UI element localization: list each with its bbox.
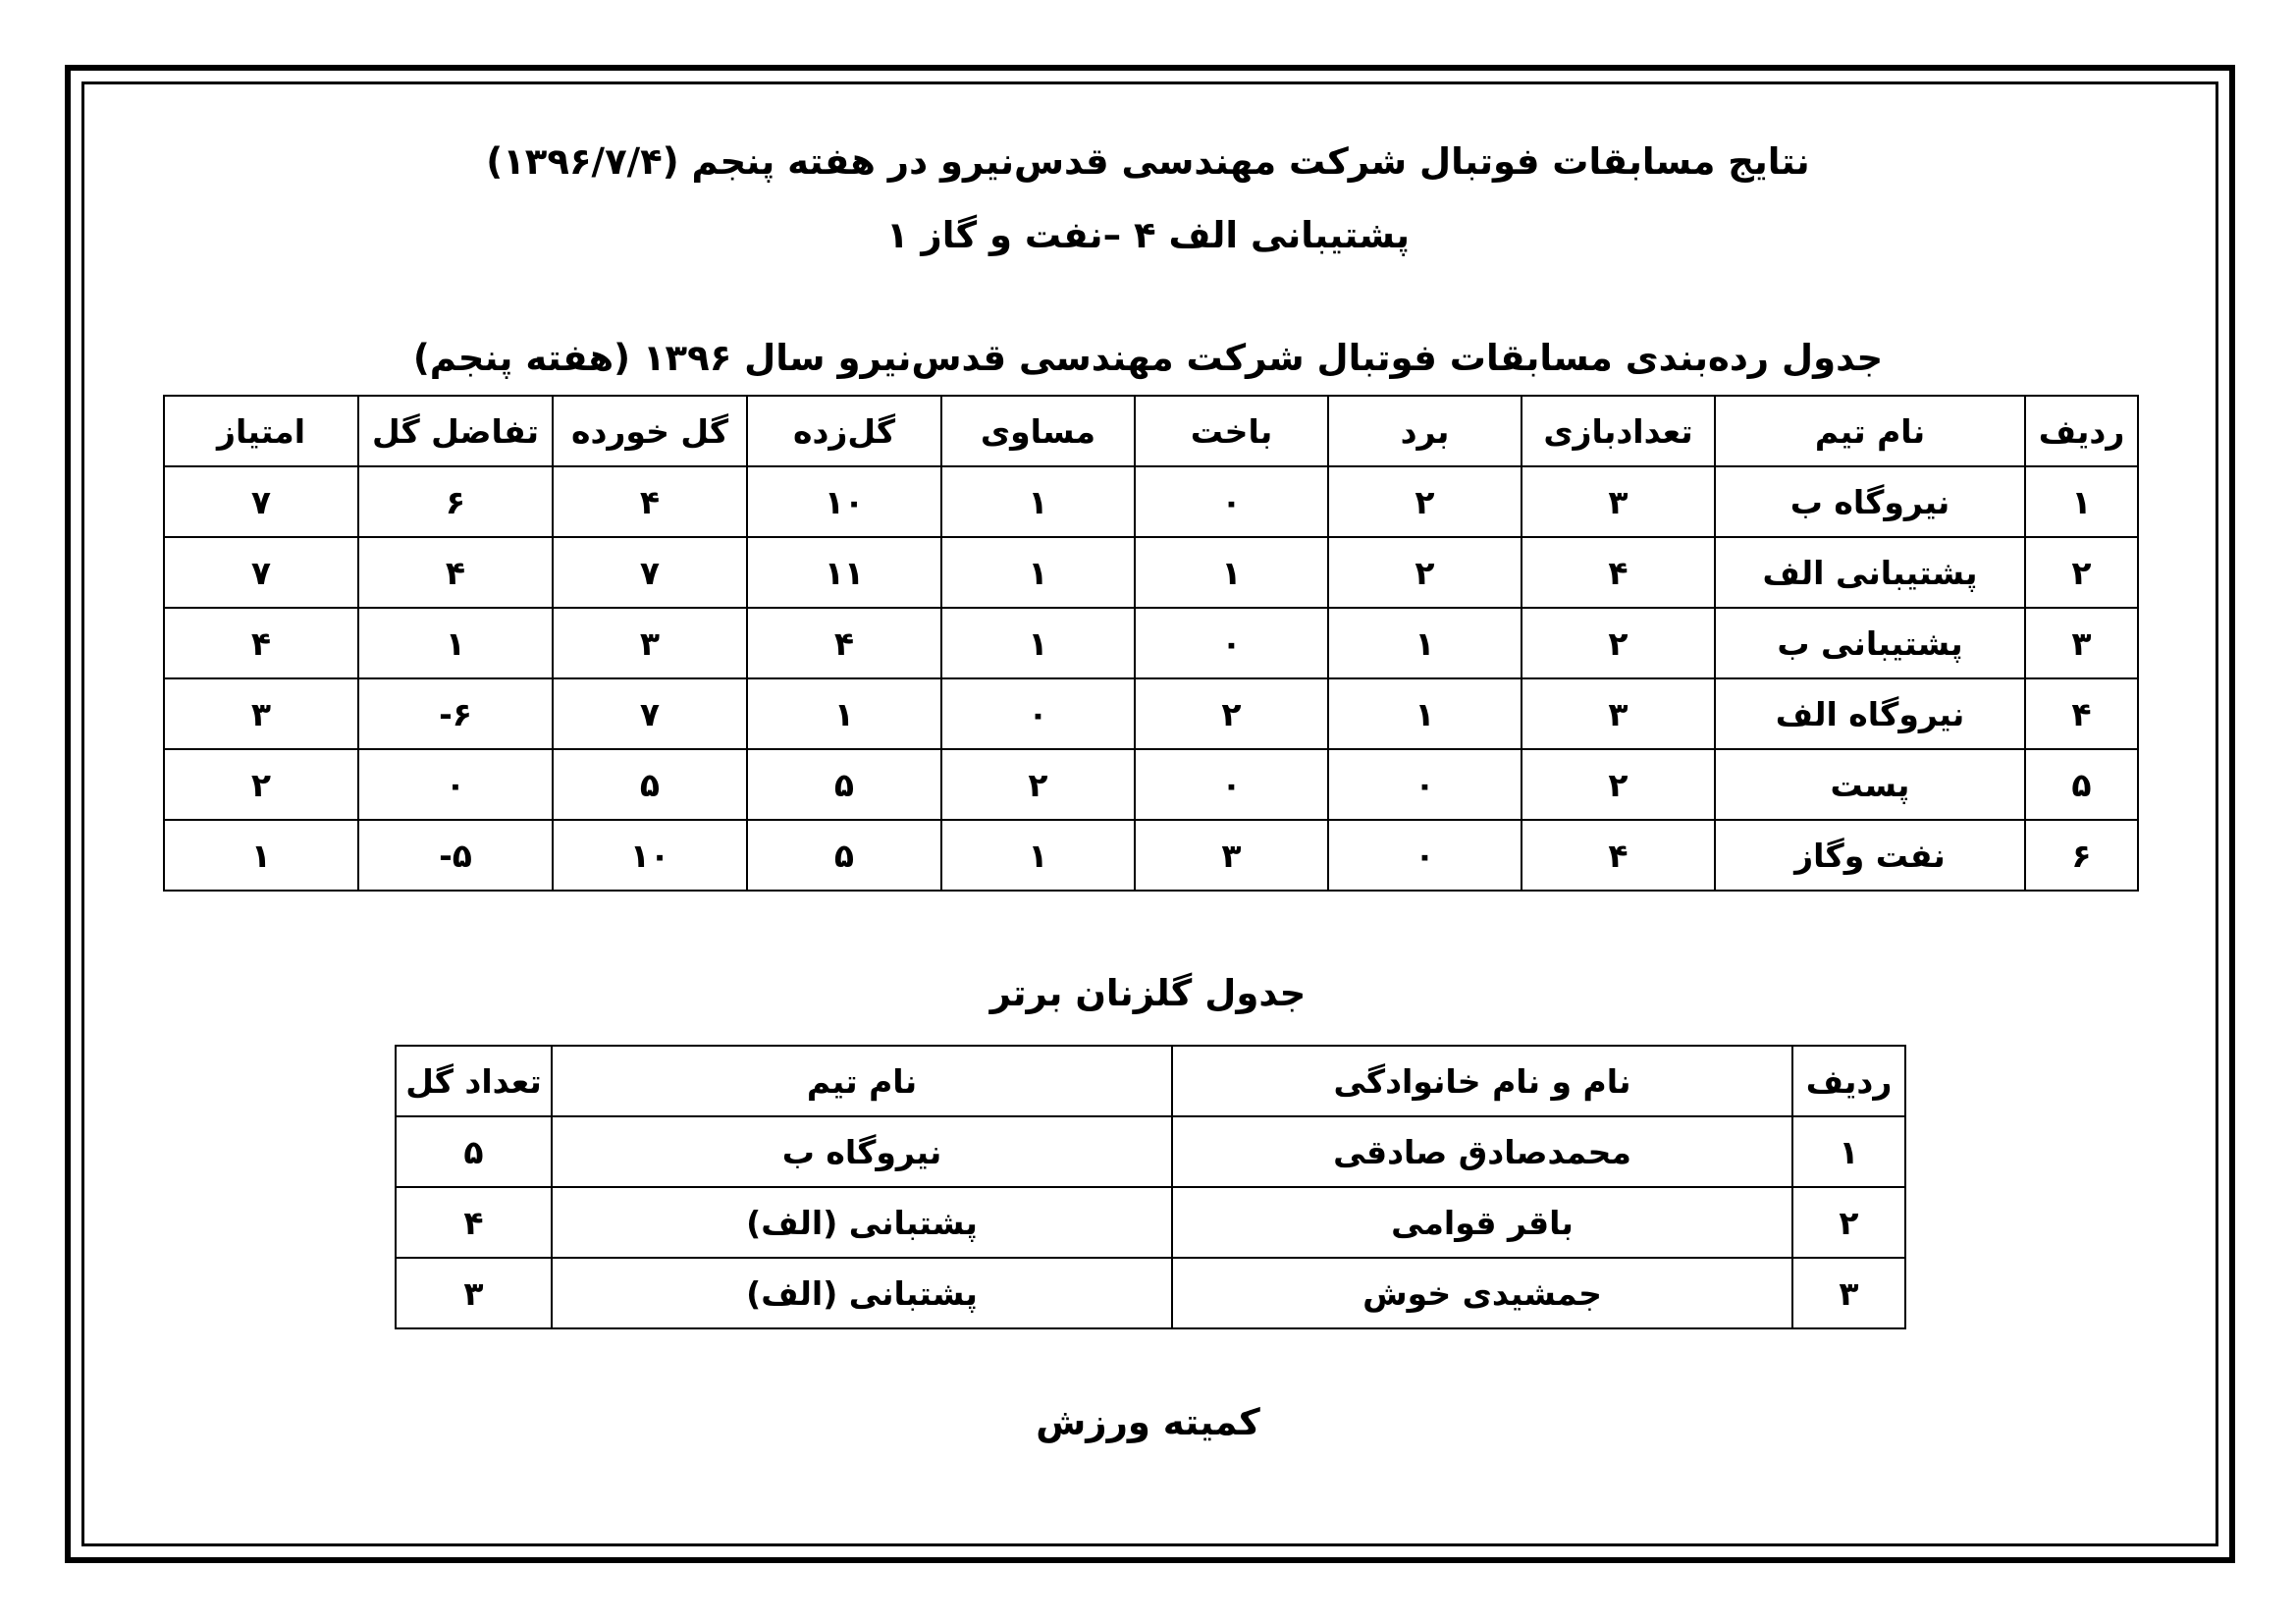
table-cell: نیروگاه ب	[552, 1116, 1172, 1187]
table-cell: ۶	[358, 466, 553, 537]
table-cell: ۱۰	[747, 466, 941, 537]
table-cell: ۰	[1328, 749, 1522, 820]
standings-table	[163, 395, 2139, 892]
table-cell: ۳	[1135, 820, 1328, 891]
table-cell: ۲	[1328, 466, 1522, 537]
table-cell: ۷	[553, 537, 747, 608]
table-cell: ۰	[941, 678, 1135, 749]
table-cell: ۱	[941, 537, 1135, 608]
table-cell: ۱	[2025, 466, 2138, 537]
table-cell: ۱	[941, 466, 1135, 537]
table-cell: ۳	[553, 608, 747, 678]
table-cell: ۲	[2025, 537, 2138, 608]
table-cell: ۰	[1135, 466, 1328, 537]
page-title: نتایج مسابقات فوتبال شرکت مهندسی قدس‌نیرو در هفته پنجم (۱۳۹۶/۷/۴)	[486, 140, 1810, 183]
top-scorers-table	[395, 1045, 1906, 1329]
table-row	[164, 820, 2138, 891]
table-cell: جمشیدی خوش	[1172, 1258, 1792, 1328]
table-cell: ۷	[164, 537, 358, 608]
table-cell: ۲	[164, 749, 358, 820]
table-cell: پشتبانی (الف)	[552, 1187, 1172, 1258]
table-cell: نیروگاه الف	[1715, 678, 2025, 749]
header-cell: ردیف	[2025, 396, 2138, 466]
table-cell: ۱	[941, 608, 1135, 678]
header-cell: برد	[1328, 396, 1522, 466]
table-cell: ۲	[1328, 537, 1522, 608]
table-cell: پشتیبانی الف	[1715, 537, 2025, 608]
table-row	[396, 1187, 1905, 1258]
table-cell: ۳	[164, 678, 358, 749]
table-cell: ۰	[1135, 608, 1328, 678]
table-cell: پشتبانی (الف)	[552, 1258, 1172, 1328]
table-cell: ۷	[553, 678, 747, 749]
table-cell: ۴	[2025, 678, 2138, 749]
table-cell: ۲	[941, 749, 1135, 820]
table-cell: ۲	[1792, 1187, 1905, 1258]
table-cell: ۳	[2025, 608, 2138, 678]
header-cell: نام تیم	[1715, 396, 2025, 466]
header-cell: تفاضل گل	[358, 396, 553, 466]
standings-title: جدول رده‌بندی مسابقات فوتبال شرکت مهندسی قدس‌نیرو سال ۱۳۹۶ (هفته پنجم)	[412, 337, 1884, 379]
table-cell: ۱	[747, 678, 941, 749]
header-cell: تعدادبازی	[1522, 396, 1715, 466]
header-cell: نام و نام خانوادگی	[1172, 1046, 1792, 1116]
table-cell: پشتیبانی ب	[1715, 608, 2025, 678]
table-row	[164, 749, 2138, 820]
table-cell: ۵	[747, 820, 941, 891]
table-cell: ۴	[747, 608, 941, 678]
match-result: پشتیبانی الف ۴ –نفت و گاز ۱	[885, 214, 1411, 256]
table-cell: ۵	[553, 749, 747, 820]
table-cell: محمدصادق صادقی	[1172, 1116, 1792, 1187]
footer-signature: کمیته ورزش	[1036, 1401, 1260, 1443]
table-cell: ۶	[2025, 820, 2138, 891]
header-cell: نام تیم	[552, 1046, 1172, 1116]
table-cell: ۳	[396, 1258, 552, 1328]
table-cell: ۰	[1328, 820, 1522, 891]
header-cell: ردیف	[1792, 1046, 1905, 1116]
header-cell: امتیاز	[164, 396, 358, 466]
table-cell: ۱	[1328, 608, 1522, 678]
table-cell: ۵	[396, 1116, 552, 1187]
table-cell: ۱۱	[747, 537, 941, 608]
table-cell: ۵	[747, 749, 941, 820]
header-cell: مساوی	[941, 396, 1135, 466]
table-cell: ۵	[2025, 749, 2138, 820]
table-cell: نیروگاه ب	[1715, 466, 2025, 537]
header-cell: باخت	[1135, 396, 1328, 466]
standings-header-row	[164, 396, 2138, 466]
table-cell: ۱	[358, 608, 553, 678]
table-cell: ۱	[1328, 678, 1522, 749]
table-cell: نفت وگاز	[1715, 820, 2025, 891]
table-cell: ۱	[1792, 1116, 1905, 1187]
table-cell: ۴	[396, 1187, 552, 1258]
table-cell: ۲	[1522, 608, 1715, 678]
table-cell: ۳	[1792, 1258, 1905, 1328]
scorers-title: جدول گلزنان برتر	[989, 972, 1307, 1014]
table-row	[164, 678, 2138, 749]
table-row	[396, 1116, 1905, 1187]
table-row	[164, 466, 2138, 537]
table-cell: ۴	[1522, 820, 1715, 891]
table-cell: ۱	[941, 820, 1135, 891]
table-cell: پست	[1715, 749, 2025, 820]
table-cell: ۰	[358, 749, 553, 820]
scorers-header-row	[396, 1046, 1905, 1116]
table-cell: ۴	[553, 466, 747, 537]
table-row	[396, 1258, 1905, 1328]
table-row	[164, 537, 2138, 608]
table-cell: ۱۰	[553, 820, 747, 891]
table-row	[164, 608, 2138, 678]
table-cell: ۴	[1522, 537, 1715, 608]
table-cell: ۳	[1522, 678, 1715, 749]
table-cell: ۰	[1135, 749, 1328, 820]
table-cell: ۴	[164, 608, 358, 678]
header-cell: گل خورده	[553, 396, 747, 466]
table-cell: ۶-	[358, 678, 553, 749]
table-cell: ۷	[164, 466, 358, 537]
table-cell: ۱	[1135, 537, 1328, 608]
table-cell: ۲	[1522, 749, 1715, 820]
header-cell: گل‌زده	[747, 396, 941, 466]
table-cell: ۴	[358, 537, 553, 608]
table-cell: ۲	[1135, 678, 1328, 749]
table-cell: ۵-	[358, 820, 553, 891]
table-cell: ۱	[164, 820, 358, 891]
table-cell: باقر قوامی	[1172, 1187, 1792, 1258]
table-cell: ۳	[1522, 466, 1715, 537]
header-cell: تعداد گل	[396, 1046, 552, 1116]
